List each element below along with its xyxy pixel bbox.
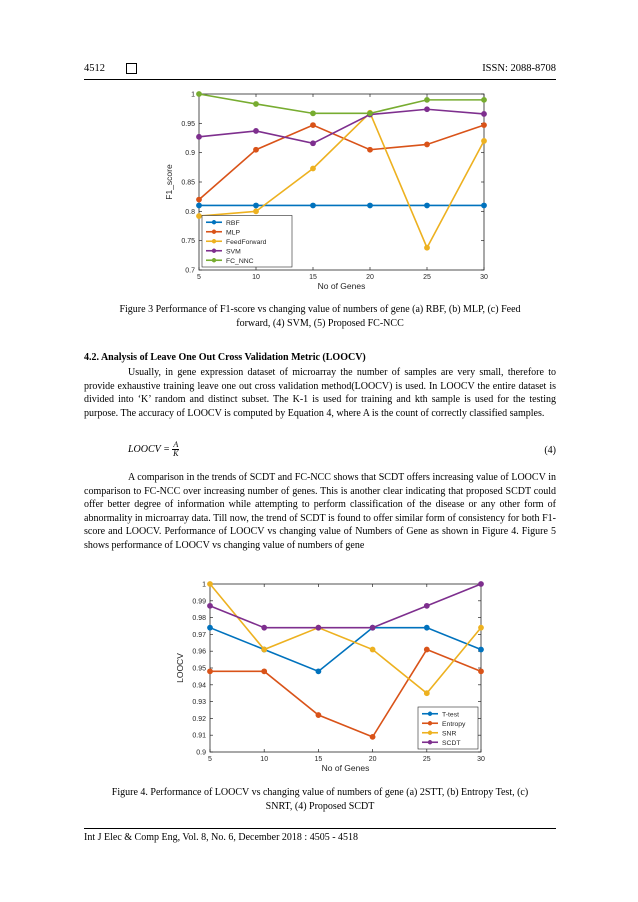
data-point — [197, 214, 202, 219]
y-tick-label: 1 — [191, 91, 195, 99]
data-point — [368, 147, 373, 152]
data-point — [479, 582, 484, 587]
legend-label: T-test — [442, 711, 459, 719]
y-tick-label: 0.95 — [192, 665, 206, 673]
y-axis-label: F1_score — [164, 164, 174, 200]
data-point — [482, 203, 487, 208]
data-point — [254, 203, 259, 208]
data-point — [197, 134, 202, 139]
paragraph-1 — [84, 366, 556, 420]
figure3-caption-line1: Figure 3 Performance of F1-score vs changing value of numbers of gene (a) RBF, (b) MLP, (c) Feed — [119, 304, 521, 315]
data-point — [262, 625, 267, 630]
y-tick-label: 0.96 — [192, 648, 206, 656]
x-axis-label: No of Genes — [317, 281, 366, 291]
data-point — [262, 647, 267, 652]
data-point — [311, 166, 316, 171]
legend-label: SVM — [226, 248, 241, 256]
data-point — [425, 203, 430, 208]
x-tick-label: 30 — [477, 756, 485, 763]
y-tick-label: 0.98 — [192, 615, 206, 623]
equation-label: (4) — [544, 445, 556, 456]
data-point — [197, 92, 202, 97]
data-point — [316, 625, 321, 630]
legend-label: FC_NNC — [226, 257, 254, 265]
legend-label: Entropy — [442, 720, 466, 728]
x-tick-label: 30 — [480, 274, 488, 281]
data-point — [197, 197, 202, 202]
data-point — [370, 625, 375, 630]
y-tick-label: 0.7 — [185, 267, 195, 275]
legend-marker — [428, 740, 432, 744]
x-tick-label: 25 — [423, 274, 431, 281]
y-tick-label: 0.92 — [192, 715, 206, 723]
data-point — [482, 123, 487, 128]
data-point — [425, 142, 430, 147]
y-tick-label: 0.97 — [192, 631, 206, 639]
y-axis-label: LOOCV — [175, 653, 185, 683]
footer-rule — [84, 828, 556, 829]
data-point — [208, 625, 213, 630]
data-point — [311, 141, 316, 146]
data-point — [254, 129, 259, 134]
equation-lhs: LOOCV = — [128, 444, 170, 455]
x-tick-label: 20 — [368, 756, 377, 763]
x-tick-label: 10 — [260, 756, 269, 763]
square-bullet-icon — [126, 63, 137, 76]
legend-marker — [212, 239, 216, 243]
y-tick-label: 0.9 — [196, 749, 206, 757]
data-point — [425, 107, 430, 112]
paragraph-2-text: A comparison in the trends of SCDT and FC-NCC shows that SCDT offers increasing value of LOOCV in comparison to FC-NCC over increasing number of genes. This is another clear indicating that proposed SCDT could offer better degree of information while attempting to perform classification of the disease or any other form of abnormality in microarray data. Till now, the trend of SCDT is found to offer similar form of consistency for both F1-score and LOOCV. Performance of LOOCV vs changing value of Numbers of Gene as shown in Figure 4. Figure 5 shows performance of LOOCV vs changing value of numbers of gene — [84, 472, 556, 551]
x-axis-label: No of Genes — [321, 763, 370, 773]
legend-marker — [428, 731, 432, 735]
legend-label: SCDT — [442, 739, 461, 747]
legend-marker — [212, 249, 216, 253]
legend-marker — [428, 712, 432, 716]
legend-marker — [428, 721, 432, 725]
data-point — [482, 139, 487, 144]
equation-numerator: A — [173, 440, 179, 449]
data-point — [311, 123, 316, 128]
data-point — [370, 647, 375, 652]
data-point — [254, 209, 259, 214]
figure4-caption-line1: Figure 4. Performance of LOOCV vs changing value of numbers of gene (a) 2STT, (b) Entropy Test, (c) — [111, 787, 529, 798]
equation-denominator: K — [173, 449, 179, 458]
legend-marker — [212, 230, 216, 234]
data-point — [479, 625, 484, 630]
y-tick-label: 0.93 — [192, 699, 206, 707]
section-title: 4.2. Analysis of Leave One Out Cross Validation Metric (LOOCV) — [84, 352, 366, 363]
equation-4 — [128, 441, 179, 458]
data-point — [479, 669, 484, 674]
x-tick-label: 5 — [208, 756, 212, 763]
data-point — [311, 203, 316, 208]
figure3-caption — [84, 303, 556, 330]
x-tick-label: 15 — [314, 756, 323, 763]
data-point — [254, 147, 259, 152]
issn: ISSN: 2088-8708 — [482, 63, 556, 74]
y-tick-label: 0.94 — [192, 682, 206, 690]
legend-label: FeedForward — [226, 238, 267, 246]
data-point — [368, 111, 373, 116]
figure3-caption-line2: forward, (4) SVM, (5) Proposed FC-NCC — [236, 317, 404, 329]
data-point — [368, 203, 373, 208]
legend-marker — [212, 258, 216, 262]
data-point — [370, 734, 375, 739]
y-tick-label: 0.95 — [181, 120, 195, 128]
data-point — [482, 112, 487, 117]
data-point — [208, 603, 213, 608]
paragraph-1-text: Usually, in gene expression dataset of microarray the number of samples are very small, therefore to provide exhaustive training leave one out cross validation method(LOOCV) is used. In LOOCV the entire dataset is divided into ‘K’ random and distinct subset. The K-1 is used for training and kth sample is used for the testing purpose. The accuracy of LOOCV is computed by Equation 4, where A is the count of correctly classified samples. — [84, 367, 556, 419]
data-point — [262, 669, 267, 674]
x-tick-label: 5 — [197, 274, 201, 281]
legend-label: SNR — [442, 730, 457, 738]
y-tick-label: 0.75 — [181, 238, 195, 246]
data-point — [208, 669, 213, 674]
figure4-caption-line2: SNRT, (4) Proposed SCDT — [265, 800, 375, 812]
data-point — [311, 111, 316, 116]
y-tick-label: 0.85 — [181, 179, 195, 187]
x-tick-label: 15 — [309, 274, 317, 281]
data-point — [208, 582, 213, 587]
figure3-chart — [150, 84, 500, 296]
data-point — [424, 647, 429, 652]
data-point — [479, 647, 484, 652]
x-tick-label: 20 — [366, 274, 374, 281]
y-tick-label: 0.99 — [192, 598, 206, 606]
data-point — [482, 97, 487, 102]
legend-label: RBF — [226, 219, 240, 227]
legend-marker — [212, 220, 216, 224]
page-number: 4512 — [84, 63, 105, 74]
data-point — [424, 691, 429, 696]
x-tick-label: 10 — [252, 274, 260, 281]
y-tick-label: 1 — [202, 581, 206, 589]
figure4-caption — [84, 786, 556, 813]
header-rule — [84, 79, 556, 80]
data-point — [425, 97, 430, 102]
data-point — [316, 669, 321, 674]
data-point — [425, 245, 430, 250]
y-tick-label: 0.9 — [185, 150, 195, 158]
paragraph-2 — [84, 471, 556, 553]
y-tick-label: 0.91 — [192, 732, 206, 740]
data-point — [254, 102, 259, 107]
legend-label: MLP — [226, 229, 240, 237]
footer-text: Int J Elec & Comp Eng, Vol. 8, No. 6, December 2018 : 4505 - 4518 — [84, 832, 359, 843]
data-point — [197, 203, 202, 208]
figure4-chart — [160, 572, 498, 777]
data-point — [316, 713, 321, 718]
x-tick-label: 25 — [422, 756, 431, 763]
data-point — [424, 625, 429, 630]
y-tick-label: 0.8 — [185, 208, 195, 216]
data-point — [424, 603, 429, 608]
